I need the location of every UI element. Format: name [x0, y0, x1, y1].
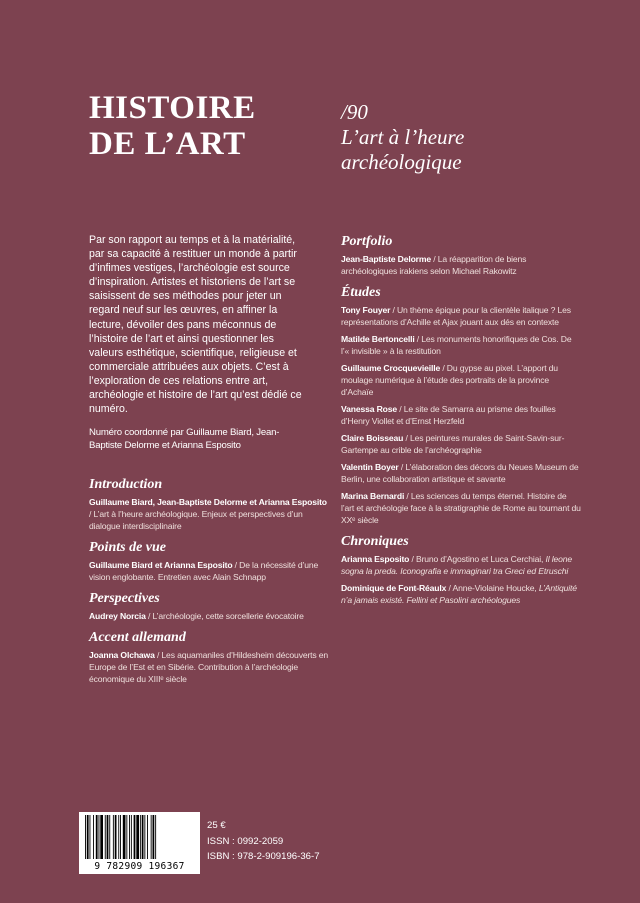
entry-author: Guillaume Crocquevieille [341, 363, 441, 373]
barcode-bar [90, 815, 91, 859]
section-title: Points de vue [89, 540, 166, 555]
entry-book-title: L’Antiquité n’a jamais existé. Fellini et Pasolini archéologues [341, 583, 577, 605]
contents-entry [341, 432, 581, 456]
entry-author: Valentin Boyer [341, 462, 399, 472]
entry-author: Guillaume Biard, Jean-Baptiste Delorme et Arianna Esposito [89, 497, 327, 507]
barcode-number: 9 782909 196367 [81, 861, 198, 872]
barcode-bar [151, 815, 152, 859]
barcode-bar [155, 815, 156, 859]
intro-text [89, 233, 304, 452]
contents-right-column [341, 233, 581, 613]
price-info [207, 818, 320, 865]
barcode-bar [123, 815, 126, 859]
magazine-title [89, 90, 256, 162]
section-title: Accent allemand [89, 630, 186, 645]
entry-author: Guillaume Biard et Arianna Esposito [89, 560, 233, 570]
contents-entry [341, 461, 581, 485]
contents-entry [341, 333, 581, 357]
contents-left-column [89, 476, 329, 692]
contents-entry [341, 362, 581, 398]
barcode-bar [87, 815, 89, 859]
contents-entry [89, 496, 329, 532]
contents-entry [341, 403, 581, 427]
entry-title: / Les aquamaniles d’Hildesheim découverts en Europe de l’Est et en Sibérie. Contribution à l’archéologie économique du XIIIᵉ siècle [89, 650, 329, 684]
contents-entry [341, 304, 581, 328]
issue-theme-line-1: L’art à l’heure [341, 125, 465, 149]
barcode-bar [100, 815, 103, 859]
title-line-2: DE L’ART [89, 126, 246, 162]
section-title: Perspectives [89, 591, 160, 606]
barcode [79, 812, 200, 874]
price: 25 € [207, 820, 226, 831]
barcode-bar [153, 815, 155, 859]
entry-title: / Les peintures murales de Saint-Savin-sur-Gartempe au crible de l’archéographie [341, 433, 565, 455]
issue-number: /90 [341, 100, 368, 124]
contents-entry [89, 559, 329, 583]
barcode-bar [107, 815, 109, 859]
barcode-bar [118, 815, 119, 859]
barcode-bar [113, 815, 114, 859]
entry-title: / Les monuments honorifiques de Cos. De l’« invisible » à la restitution [341, 334, 572, 356]
contents-entry [341, 553, 581, 577]
section [89, 539, 329, 583]
barcode-bar [105, 815, 106, 859]
entry-author: Audrey Norcia [89, 611, 146, 621]
barcode-bar [131, 815, 132, 859]
barcode-bar [99, 815, 100, 859]
section-title: Introduction [89, 477, 163, 492]
issn: ISSN : 0992-2059 [207, 835, 284, 847]
barcode-bar [134, 815, 136, 859]
entry-author: Tony Fouyer [341, 305, 391, 315]
barcode-bar [120, 815, 121, 859]
entry-title: / L’élaboration des décors du Neues Museum de Berlin, une collaboration artistique et savante [341, 462, 579, 484]
section-title: Chroniques [341, 534, 409, 549]
entry-author: Vanessa Rose [341, 404, 398, 414]
section-title: Portfolio [341, 234, 393, 249]
issue-heading [341, 100, 464, 175]
contents-entry [89, 649, 329, 685]
entry-title: / Les sciences du temps éternel. Histoire de l’art et archéologie face à la stratigraphie de Rome au tournant du XXᵉ siècle [341, 491, 581, 525]
barcode-bar [142, 815, 144, 859]
entry-title: / De la nécessité d’une vision englobante. Entretien avec Alain Schnapp [89, 560, 319, 582]
section [341, 233, 581, 277]
barcode-bar [140, 815, 141, 859]
issue-theme-line-2: archéologique [341, 150, 462, 174]
entry-title: / Du gypse au pixel. L’apport du moulage numérique à l’étude des portraits de la province d’Achaïe [341, 363, 558, 397]
entry-title: / L’art à l’heure archéologique. Enjeux et perspectives d’un dialogue interdisciplinaire [89, 509, 303, 531]
barcode-bar [129, 815, 130, 859]
section-title: Études [341, 285, 381, 300]
section [89, 629, 329, 685]
barcode-bar [109, 815, 110, 859]
barcode-bar [96, 815, 98, 859]
barcode-bar [147, 815, 148, 859]
barcode-icon [79, 812, 200, 862]
coordination-credit: Numéro coordonné par Guillaume Biard, Jean-Baptiste Delorme et Arianna Esposito [89, 427, 280, 452]
entry-author: Jean-Baptiste Delorme [341, 254, 431, 264]
entry-author: Claire Boisseau [341, 433, 404, 443]
entry-title: / L’archéologie, cette sorcellerie évocatoire [145, 611, 304, 621]
section [341, 284, 581, 526]
intro-paragraph: Par son rapport au temps et à la matérialité, par sa capacité à restituer un monde à partir d’infimes vestiges, l’archéologie est source d’inspiration. Artistes et historiens de l’art se saisissent de ses méthodes pour jeter un regard neuf sur les œuvres, en affiner la lecture, dévoiler des pans méconnus de l’histoire de l’art et ainsi questionner les valeurs esthétique, scientifique, religieuse et commerciale attribuées aux objets. C’est à l’exploration de ces relations entre art, archéologie et histoire de l’art qu’est dédié ce numéro. [89, 234, 302, 416]
contents-entry [341, 582, 581, 606]
barcode-bar [93, 815, 94, 859]
section [89, 590, 329, 622]
entry-author: Dominique de Font-Réaulx [341, 583, 447, 593]
entry-title: / Bruno d’Agostino et Luca Cerchiai, [409, 554, 546, 564]
barcode-bar [136, 815, 139, 859]
contents-entry [341, 490, 581, 526]
barcode-bar [144, 815, 145, 859]
entry-author: Matilde Bertoncelli [341, 334, 415, 344]
entry-title: / Anne-Violaine Houcke, [446, 583, 539, 593]
entry-title: / La réapparition de biens archéologiques irakiens selon Michael Rakowitz [341, 254, 527, 276]
barcode-bar [85, 815, 86, 859]
entry-title: / Le site de Samarra au prisme des fouilles d’Henry Viollet et d’Ernst Herzfeld [341, 404, 556, 426]
entry-title: / Un thème épique pour la clientèle italique ? Les représentations d’Achille et Ajax jouant aux dés en contexte [341, 305, 571, 327]
contents-entry [341, 253, 581, 277]
contents-entry [89, 610, 329, 622]
barcode-bar [126, 815, 127, 859]
entry-author: Joanna Olchawa [89, 650, 155, 660]
entry-author: Arianna Esposito [341, 554, 410, 564]
barcode-bar [115, 815, 117, 859]
title-line-1: HISTOIRE [89, 90, 256, 126]
entry-author: Marina Bernardi [341, 491, 405, 501]
section [89, 476, 329, 532]
entry-book-title: Il leone sogna la preda. Iconografia e immaginari tra Greci ed Etruschi [341, 554, 572, 576]
isbn: ISBN : 978-2-909196-36-7 [207, 851, 320, 862]
section [341, 533, 581, 606]
